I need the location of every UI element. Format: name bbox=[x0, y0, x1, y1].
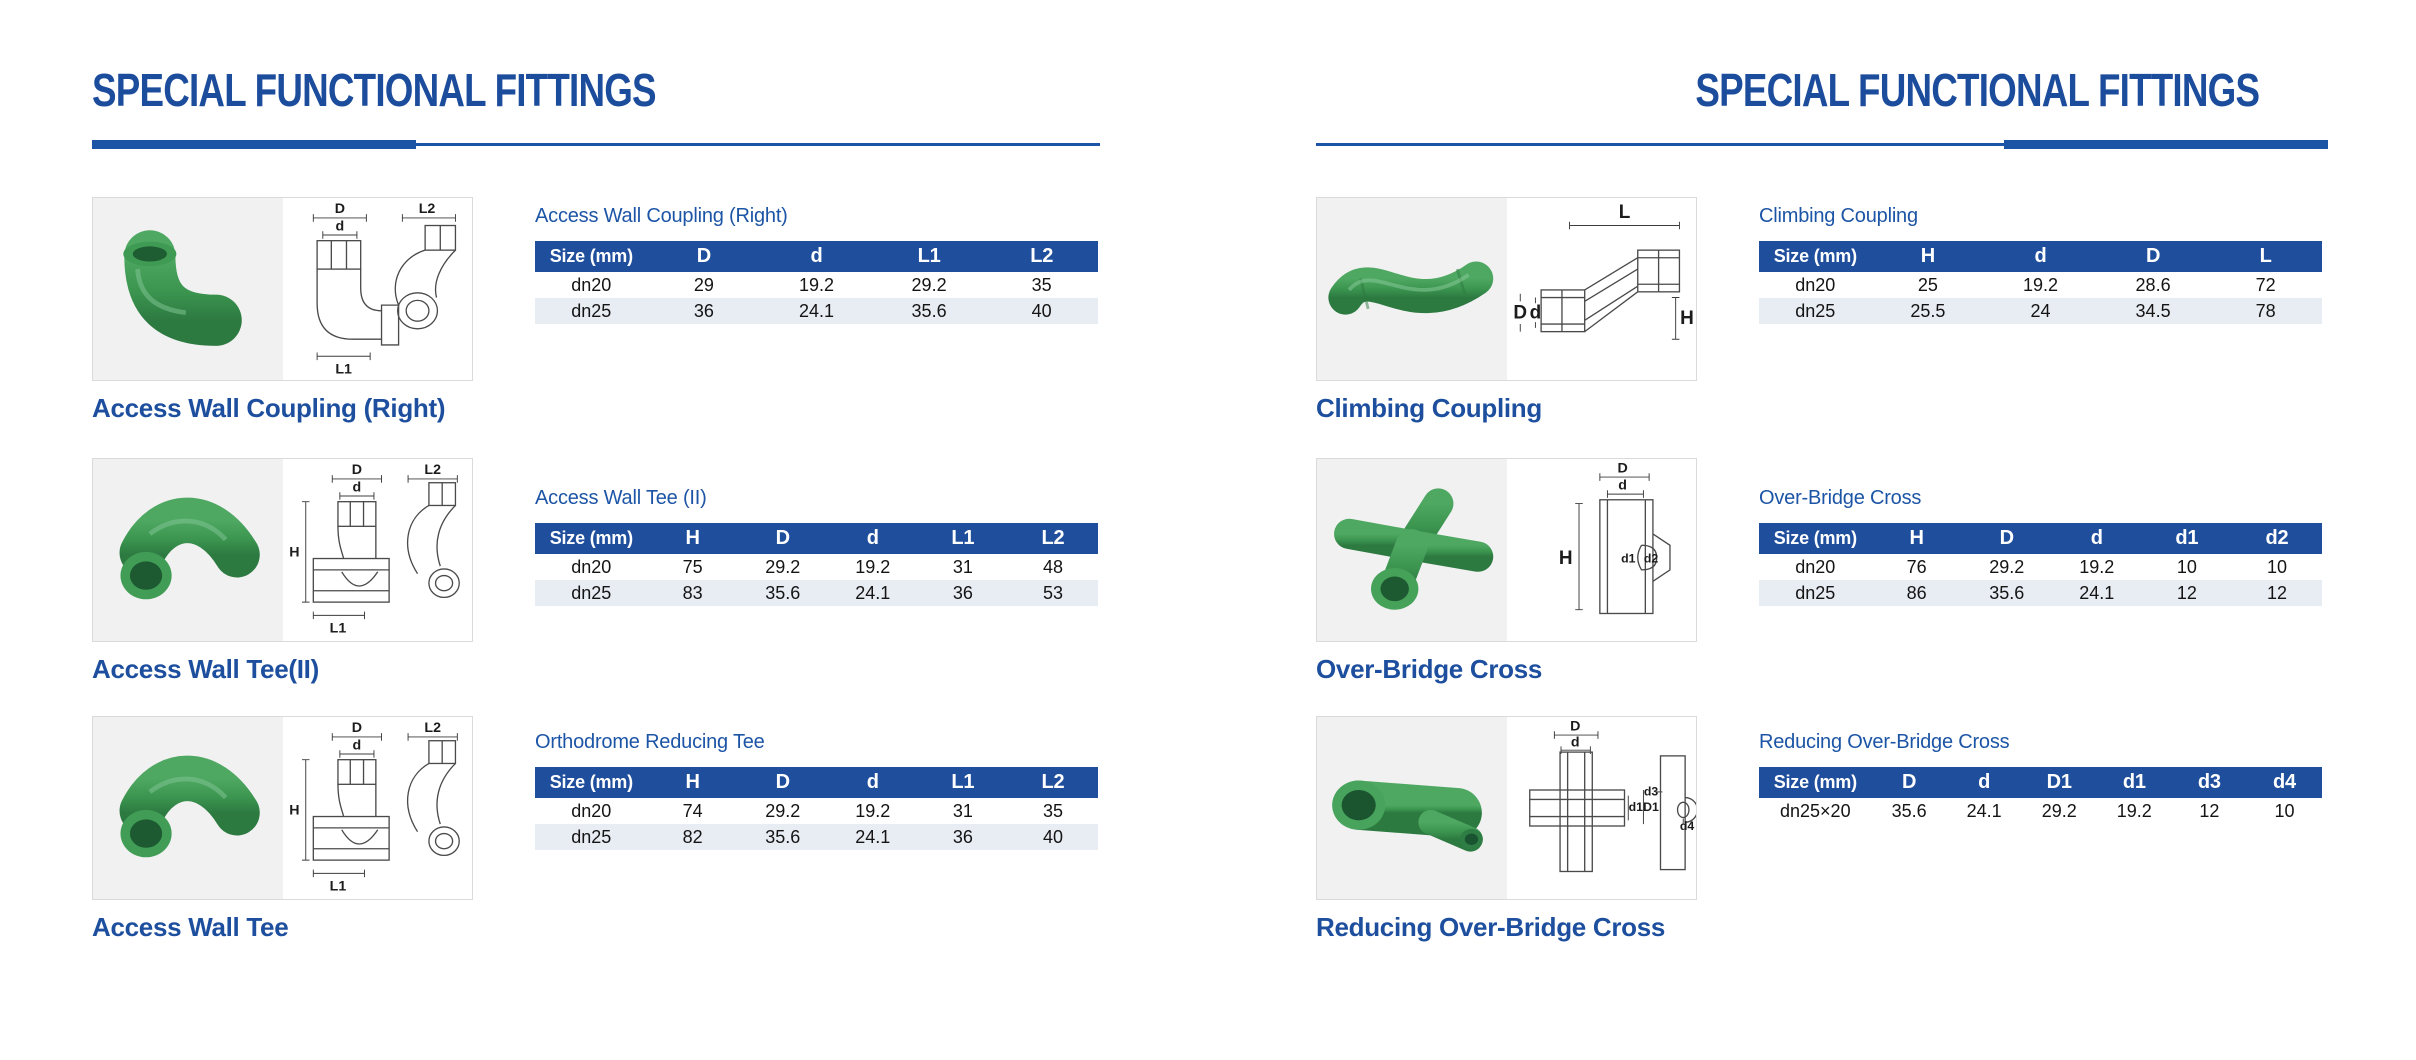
dimension-label: D bbox=[334, 201, 345, 218]
dimension-label: d4 bbox=[1679, 818, 1694, 833]
column-header: L1 bbox=[918, 767, 1008, 798]
table-cell: dn25 bbox=[535, 580, 648, 606]
dimension-label: L2 bbox=[423, 462, 441, 479]
product-card bbox=[92, 197, 473, 381]
dimension-label: H bbox=[1679, 308, 1694, 330]
table-cell: 24.1 bbox=[2052, 580, 2142, 606]
column-header: L bbox=[2209, 241, 2322, 272]
table-cell: 53 bbox=[1008, 580, 1098, 606]
dimension-label: d1 bbox=[1628, 799, 1643, 814]
column-header: L2 bbox=[1008, 523, 1098, 554]
product-card bbox=[92, 716, 473, 900]
column-header: H bbox=[1872, 523, 1962, 554]
spec-table-block bbox=[1759, 731, 2322, 824]
table-cell: 29.2 bbox=[765, 556, 801, 577]
spec-table bbox=[535, 241, 1098, 324]
dimension-label: D bbox=[1512, 302, 1527, 324]
product-card bbox=[1316, 458, 1697, 642]
dimension-label: d1 bbox=[1620, 551, 1635, 566]
product-photo bbox=[1317, 717, 1507, 899]
column-header: D1 bbox=[2022, 767, 2097, 798]
table-row bbox=[1759, 554, 2322, 580]
table-cell: 25 bbox=[1917, 274, 1938, 295]
title-rule bbox=[92, 140, 1100, 149]
spec-table bbox=[535, 523, 1098, 606]
table-cell: 10 bbox=[2274, 800, 2295, 821]
dimension-label: d bbox=[352, 479, 361, 496]
dimension-label: L1 bbox=[334, 361, 352, 378]
dimension-label: D bbox=[1616, 460, 1628, 477]
dimension-label: H bbox=[288, 802, 300, 819]
column-header: D bbox=[2097, 241, 2210, 272]
table-title: Over-Bridge Cross bbox=[1759, 487, 1922, 509]
spec-table bbox=[535, 767, 1098, 850]
table-cell: 86 bbox=[1872, 580, 1962, 606]
spec-table-block bbox=[1759, 487, 2322, 606]
table-cell: 29.2 bbox=[2041, 800, 2077, 821]
column-header: H bbox=[648, 523, 738, 554]
table-cell: dn25 bbox=[1759, 298, 1872, 324]
dimension-label: D bbox=[351, 462, 362, 479]
table-row bbox=[1759, 798, 2322, 824]
table-cell: 35.6 bbox=[1962, 580, 2052, 606]
column-header: D bbox=[738, 523, 828, 554]
product-photo bbox=[93, 717, 283, 899]
dimension-label: d bbox=[352, 737, 361, 754]
table-row bbox=[535, 824, 1098, 850]
table-cell: dn20 bbox=[571, 800, 612, 821]
column-header: L2 bbox=[1008, 767, 1098, 798]
spec-table-block bbox=[535, 205, 1098, 324]
table-row bbox=[535, 580, 1098, 606]
dimension-label: L bbox=[1618, 201, 1630, 223]
table-cell: 75 bbox=[682, 556, 703, 577]
table-cell: dn25 bbox=[1759, 580, 1872, 606]
table-cell: 24 bbox=[1984, 298, 2097, 324]
column-header: d1 bbox=[2097, 767, 2172, 798]
technical-drawing bbox=[1507, 717, 1697, 899]
table-cell: 35 bbox=[1031, 274, 1052, 295]
table-cell: 19.2 bbox=[855, 800, 891, 821]
product-caption: Climbing Coupling bbox=[1316, 393, 1542, 423]
table-cell: dn25×20 bbox=[1780, 800, 1851, 821]
product-caption: Access Wall Tee(II) bbox=[92, 654, 319, 684]
green-wall-tee-fitting-image bbox=[93, 717, 283, 899]
dimension-drawing bbox=[283, 198, 473, 380]
product-row bbox=[92, 458, 1100, 716]
table-cell: 34.5 bbox=[2097, 298, 2210, 324]
dimension-label: L2 bbox=[423, 720, 441, 737]
column-header: d bbox=[2052, 523, 2142, 554]
technical-drawing bbox=[1507, 198, 1697, 380]
table-cell: 40 bbox=[985, 298, 1098, 324]
table-cell: 29.2 bbox=[1989, 556, 2025, 577]
dimension-label: d bbox=[335, 218, 344, 235]
spec-table bbox=[1759, 767, 2322, 824]
table-cell: 82 bbox=[648, 824, 738, 850]
column-header: d bbox=[1947, 767, 2022, 798]
table-cell: 31 bbox=[952, 556, 973, 577]
table-cell: 19.2 bbox=[2116, 800, 2152, 821]
product-row bbox=[92, 197, 1100, 455]
rule-thin-segment bbox=[416, 143, 1100, 146]
table-cell: dn20 bbox=[571, 274, 612, 295]
product-photo bbox=[1317, 459, 1507, 641]
product-photo bbox=[93, 459, 283, 641]
dimension-label: H bbox=[288, 544, 300, 561]
table-cell: 74 bbox=[682, 800, 703, 821]
table-cell: dn20 bbox=[1795, 274, 1836, 295]
product-card bbox=[92, 458, 473, 642]
table-cell: 25.5 bbox=[1872, 298, 1985, 324]
column-header: H bbox=[648, 767, 738, 798]
column-header: Size (mm) bbox=[535, 767, 648, 798]
dimension-drawing bbox=[283, 459, 473, 641]
table-cell: 72 bbox=[2255, 274, 2276, 295]
table-cell: dn20 bbox=[571, 556, 612, 577]
column-header: L1 bbox=[918, 523, 1008, 554]
table-cell: 19.2 bbox=[2022, 274, 2058, 295]
table-cell: 36 bbox=[648, 298, 761, 324]
product-row bbox=[1316, 458, 2328, 716]
table-cell: 19.2 bbox=[2079, 556, 2115, 577]
catalog-page-left bbox=[92, 0, 1100, 1060]
green-wall-tee-fitting-image bbox=[93, 459, 283, 641]
table-cell: 29.2 bbox=[911, 274, 947, 295]
table-title: Access Wall Tee (II) bbox=[535, 487, 707, 509]
column-header: Size (mm) bbox=[1759, 767, 1872, 798]
table-row bbox=[535, 272, 1098, 298]
table-cell: 12 bbox=[2142, 580, 2232, 606]
column-header: d4 bbox=[2247, 767, 2322, 798]
column-header: H bbox=[1872, 241, 1985, 272]
column-header: Size (mm) bbox=[535, 523, 648, 554]
column-header: d2 bbox=[2232, 523, 2322, 554]
table-title: Reducing Over-Bridge Cross bbox=[1759, 731, 2010, 753]
column-header: D bbox=[648, 241, 761, 272]
table-title: Orthodrome Reducing Tee bbox=[535, 731, 765, 753]
product-caption: Access Wall Tee bbox=[92, 912, 289, 942]
table-cell: 48 bbox=[1042, 556, 1063, 577]
table-row bbox=[1759, 580, 2322, 606]
product-row bbox=[1316, 197, 2328, 455]
column-header: L2 bbox=[985, 241, 1098, 272]
column-header: Size (mm) bbox=[535, 241, 648, 272]
table-cell: 10 bbox=[2176, 556, 2197, 577]
dimension-label: d bbox=[1617, 477, 1627, 494]
table-cell: 12 bbox=[2199, 800, 2220, 821]
dimension-label: L1 bbox=[329, 878, 346, 895]
table-cell: dn25 bbox=[535, 824, 648, 850]
dimension-label: d2 bbox=[1643, 551, 1658, 566]
table-cell: 19.2 bbox=[798, 274, 834, 295]
dimension-label: d bbox=[1529, 302, 1541, 324]
rule-thick-segment bbox=[2004, 140, 2328, 149]
dimension-label: d3 bbox=[1643, 784, 1658, 799]
green-climbing-coupling-image bbox=[1317, 198, 1507, 380]
spec-table-block bbox=[1759, 205, 2322, 324]
technical-drawing bbox=[283, 459, 473, 641]
table-cell: 35.6 bbox=[738, 824, 828, 850]
product-caption: Access Wall Coupling (Right) bbox=[92, 393, 446, 423]
product-card bbox=[1316, 716, 1697, 900]
table-cell: 76 bbox=[1906, 556, 1927, 577]
column-header: L1 bbox=[873, 241, 986, 272]
table-row bbox=[1759, 272, 2322, 298]
column-header: d bbox=[760, 241, 873, 272]
product-row bbox=[92, 716, 1100, 974]
dimension-drawing bbox=[1507, 459, 1697, 641]
green-cross-fitting-image bbox=[1317, 459, 1507, 641]
table-row bbox=[1759, 298, 2322, 324]
rule-thin-segment bbox=[1316, 143, 2004, 146]
table-cell: 36 bbox=[918, 580, 1008, 606]
table-cell: 24.1 bbox=[828, 580, 918, 606]
column-header: D bbox=[738, 767, 828, 798]
table-cell: 35.6 bbox=[873, 298, 986, 324]
table-cell: 29 bbox=[693, 274, 714, 295]
table-cell: 35 bbox=[1042, 800, 1063, 821]
technical-drawing bbox=[283, 198, 473, 380]
table-cell: 31 bbox=[952, 800, 973, 821]
table-cell: 28.6 bbox=[2135, 274, 2171, 295]
dimension-label: D1 bbox=[1642, 799, 1659, 814]
table-cell: 35.6 bbox=[738, 580, 828, 606]
green-elbow-fitting-image bbox=[93, 198, 283, 380]
table-cell: 10 bbox=[2266, 556, 2287, 577]
spec-table-block bbox=[535, 487, 1098, 606]
column-header: d3 bbox=[2172, 767, 2247, 798]
table-cell: 24.1 bbox=[1966, 800, 2002, 821]
page-title: SPECIAL FUNCTIONAL FITTINGS bbox=[92, 64, 656, 116]
table-cell: 29.2 bbox=[765, 800, 801, 821]
product-photo bbox=[1317, 198, 1507, 380]
dimension-label: D bbox=[351, 720, 362, 737]
table-cell: 40 bbox=[1008, 824, 1098, 850]
table-title: Climbing Coupling bbox=[1759, 205, 1918, 227]
column-header: D bbox=[1872, 767, 1947, 798]
product-photo bbox=[93, 198, 283, 380]
table-row bbox=[535, 798, 1098, 824]
green-reducing-cross-fitting-image bbox=[1317, 717, 1507, 899]
spec-table bbox=[1759, 523, 2322, 606]
technical-drawing bbox=[283, 717, 473, 899]
product-card bbox=[1316, 197, 1697, 381]
column-header: d bbox=[828, 523, 918, 554]
table-cell: 24.1 bbox=[828, 824, 918, 850]
product-caption: Over-Bridge Cross bbox=[1316, 654, 1543, 684]
dimension-drawing bbox=[1507, 198, 1697, 380]
table-cell: dn25 bbox=[535, 298, 648, 324]
column-header: d bbox=[1984, 241, 2097, 272]
table-row bbox=[535, 298, 1098, 324]
dimension-label: H bbox=[1558, 548, 1573, 570]
table-cell: 83 bbox=[648, 580, 738, 606]
page-title: SPECIAL FUNCTIONAL FITTINGS bbox=[1695, 64, 2260, 116]
technical-drawing bbox=[1507, 459, 1697, 641]
spec-table bbox=[1759, 241, 2322, 324]
table-cell: dn20 bbox=[1795, 556, 1836, 577]
product-row bbox=[1316, 716, 2328, 974]
column-header: d1 bbox=[2142, 523, 2232, 554]
catalog-page-right bbox=[1316, 0, 2328, 1060]
dimension-label: d bbox=[1570, 734, 1580, 751]
table-row bbox=[535, 554, 1098, 580]
column-header: Size (mm) bbox=[1759, 523, 1872, 554]
column-header: Size (mm) bbox=[1759, 241, 1872, 272]
dimension-drawing bbox=[1507, 717, 1697, 899]
dimension-drawing bbox=[283, 717, 473, 899]
dimension-label: L1 bbox=[329, 620, 346, 637]
product-caption: Reducing Over-Bridge Cross bbox=[1316, 912, 1666, 942]
table-cell: 24.1 bbox=[760, 298, 873, 324]
table-title: Access Wall Coupling (Right) bbox=[535, 205, 788, 227]
table-cell: 12 bbox=[2232, 580, 2322, 606]
spec-table-block bbox=[535, 731, 1098, 850]
rule-thick-segment bbox=[92, 140, 416, 149]
title-rule bbox=[1316, 140, 2328, 149]
column-header: d bbox=[828, 767, 918, 798]
dimension-label: D bbox=[1569, 718, 1580, 735]
table-cell: 78 bbox=[2209, 298, 2322, 324]
table-cell: 36 bbox=[918, 824, 1008, 850]
dimension-label: L2 bbox=[418, 201, 435, 218]
column-header: D bbox=[1962, 523, 2052, 554]
table-cell: 35.6 bbox=[1891, 800, 1927, 821]
table-cell: 19.2 bbox=[855, 556, 891, 577]
